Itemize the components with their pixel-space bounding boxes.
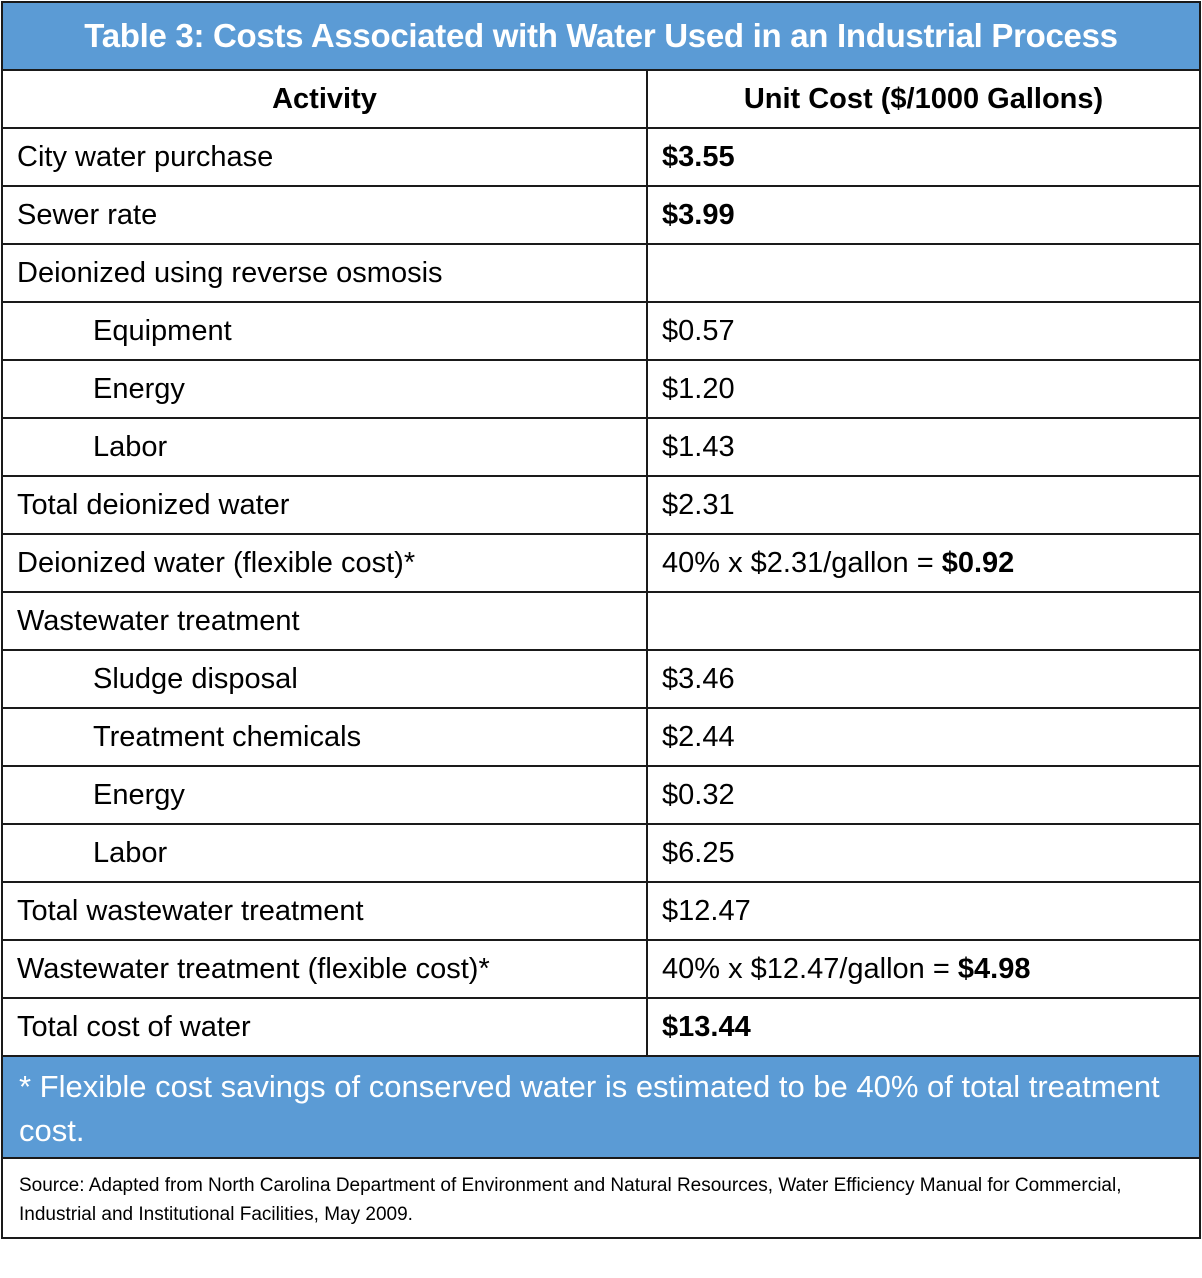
table-row <box>3 650 1199 708</box>
unit-cost-cell <box>647 940 1199 998</box>
activity-cell: Total deionized water <box>3 476 647 534</box>
unit-cost-cell <box>647 128 1199 186</box>
activity-cell: Wastewater treatment <box>3 592 647 650</box>
cost-bold-value: $0.92 <box>941 546 1015 579</box>
table-row <box>3 128 1199 186</box>
cost-text: $0.32 <box>662 778 735 811</box>
unit-cost-cell <box>647 650 1199 708</box>
unit-cost-cell <box>647 882 1199 940</box>
cost-text: 40% x $2.31/gallon = <box>662 546 942 579</box>
unit-cost-cell <box>647 766 1199 824</box>
cost-bold-value: $4.98 <box>957 952 1031 985</box>
activity-cell: Total wastewater treatment <box>3 882 647 940</box>
unit-cost-cell <box>647 244 1199 302</box>
table-row <box>3 186 1199 244</box>
footnote-band: * Flexible cost savings of conserved water is estimated to be 40% of total treatment cost. <box>3 1055 1199 1159</box>
cost-text: $3.46 <box>662 662 735 695</box>
table-row <box>3 708 1199 766</box>
activity-cell: Wastewater treatment (flexible cost)* <box>3 940 647 998</box>
activity-cell: Treatment chemicals <box>3 708 647 766</box>
unit-cost-cell <box>647 708 1199 766</box>
table-row <box>3 940 1199 998</box>
cost-text: $2.31 <box>662 488 735 521</box>
cost-text: $1.43 <box>662 430 735 463</box>
activity-cell: Sewer rate <box>3 186 647 244</box>
cost-bold-value: $3.55 <box>662 140 735 173</box>
cost-text: 40% x $12.47/gallon = <box>662 952 958 985</box>
cost-text: $2.44 <box>662 720 735 753</box>
activity-cell: Equipment <box>3 302 647 360</box>
activity-cell: Deionized water (flexible cost)* <box>3 534 647 592</box>
cost-text: $0.57 <box>662 314 735 347</box>
source-citation: Source: Adapted from North Carolina Department of Environment and Natural Resources, Water Efficiency Manual for Commercial, Industrial and Institutional Facilities, May 2009. <box>19 1175 1122 1225</box>
unit-cost-cell <box>647 186 1199 244</box>
table-row <box>3 882 1199 940</box>
activity-cell: City water purchase <box>3 128 647 186</box>
table-row <box>3 534 1199 592</box>
column-header-activity: Activity <box>3 71 647 128</box>
table-row <box>3 302 1199 360</box>
table-row <box>3 766 1199 824</box>
unit-cost-cell <box>647 302 1199 360</box>
table-row <box>3 824 1199 882</box>
table-row <box>3 476 1199 534</box>
activity-cell: Total cost of water <box>3 998 647 1055</box>
cost-text: $12.47 <box>662 894 751 927</box>
table-row <box>3 244 1199 302</box>
column-header-unit-cost: Unit Cost ($/1000 Gallons) <box>647 71 1199 128</box>
unit-cost-cell <box>647 418 1199 476</box>
unit-cost-cell <box>647 534 1199 592</box>
activity-cell: Deionized using reverse osmosis <box>3 244 647 302</box>
table-row <box>3 418 1199 476</box>
cost-table <box>3 71 1199 1055</box>
cost-text: $1.20 <box>662 372 735 405</box>
activity-cell: Energy <box>3 766 647 824</box>
unit-cost-cell <box>647 592 1199 650</box>
header-row <box>3 71 1199 128</box>
table-title: Table 3: Costs Associated with Water Used in an Industrial Process <box>3 3 1199 71</box>
table-row <box>3 998 1199 1055</box>
unit-cost-cell <box>647 476 1199 534</box>
activity-cell: Sludge disposal <box>3 650 647 708</box>
table-row <box>3 592 1199 650</box>
cost-text: $6.25 <box>662 836 735 869</box>
unit-cost-cell <box>647 998 1199 1055</box>
activity-cell: Labor <box>3 824 647 882</box>
activity-cell: Labor <box>3 418 647 476</box>
cost-table-container <box>1 1 1201 1239</box>
unit-cost-cell <box>647 824 1199 882</box>
cost-bold-value: $3.99 <box>662 198 735 231</box>
cost-bold-value: $13.44 <box>662 1010 751 1043</box>
table-row <box>3 360 1199 418</box>
activity-cell: Energy <box>3 360 647 418</box>
unit-cost-cell <box>647 360 1199 418</box>
